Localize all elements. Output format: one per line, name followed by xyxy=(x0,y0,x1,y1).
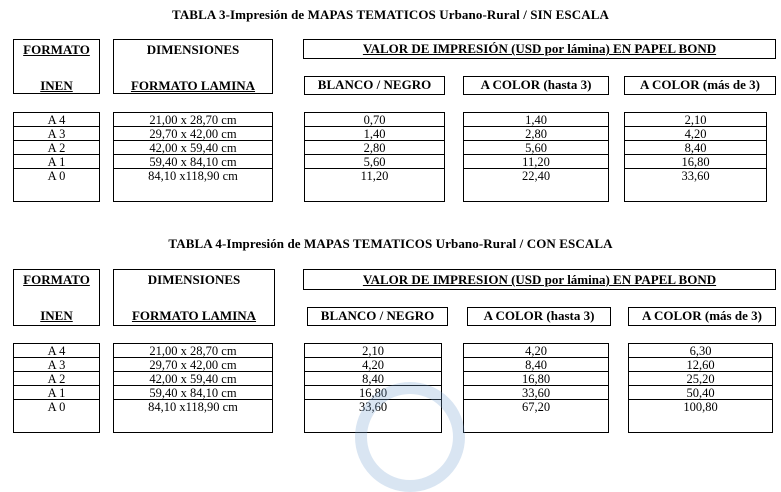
table-3-cell-color-hasta-3: 1,40 xyxy=(464,113,608,127)
table-3-cell-color-mas-de-3: 4,20 xyxy=(625,127,766,141)
table-3-cell-formato: A 2 xyxy=(14,141,99,155)
table-3-cell-bn: 0,70 xyxy=(305,113,444,127)
table-3-col-color-mas-de-3 xyxy=(624,112,767,202)
table-3-cell-dimensiones: 29,70 x 42,00 cm xyxy=(114,127,272,141)
table-3-header-bn: BLANCO / NEGRO xyxy=(304,76,445,95)
table-4-header-valor xyxy=(303,269,776,290)
table-3-header-dimensiones-line2: FORMATO LAMINA xyxy=(130,78,256,93)
table-4-cell-dimensiones: 29,70 x 42,00 cm xyxy=(114,358,272,372)
table-4-header-bn: BLANCO / NEGRO xyxy=(307,307,448,326)
table-4-cell-bn: 16,80 xyxy=(305,386,441,400)
table-4-header-dimensiones-line2: FORMATO LAMINA xyxy=(131,308,257,323)
table-3-cell-bn: 11,20 xyxy=(360,169,389,183)
table-4-header-formato-line2: INEN xyxy=(40,308,73,323)
table-4-cell-formato: A 2 xyxy=(14,372,99,386)
table-4-header-color-mas-de-3: A COLOR (más de 3) xyxy=(628,307,776,326)
table-4-cell-formato: A 1 xyxy=(14,386,99,400)
table-3-cell-formato: A 0 xyxy=(47,169,66,183)
table-3-cell-dimensiones: 42,00 x 59,40 cm xyxy=(114,141,272,155)
table-4-cell-formato: A 3 xyxy=(14,358,99,372)
table-3-cell-color-mas-de-3: 16,80 xyxy=(625,155,766,169)
table-3-title: TABLA 3-Impresión de MAPAS TEMATICOS Urbano-Rural / SIN ESCALA xyxy=(172,7,609,22)
table-4-header-color-hasta-3: A COLOR (hasta 3) xyxy=(467,307,611,326)
table-3-col-dimensiones xyxy=(113,112,273,202)
table-3-cell-color-hasta-3: 5,60 xyxy=(464,141,608,155)
table-3-header-dimensiones-line1: DIMENSIONES xyxy=(146,42,240,57)
table-4-cell-color-mas-de-3: 12,60 xyxy=(629,358,772,372)
table-3-col-formato xyxy=(13,112,100,202)
table-4-header-formato xyxy=(13,269,100,326)
table-4-cell-formato: A 4 xyxy=(14,344,99,358)
table-4-cell-color-hasta-3: 16,80 xyxy=(464,372,608,386)
table-3-header-formato xyxy=(13,39,100,94)
table-4-col-bn xyxy=(304,343,442,433)
table-3-cell-color-mas-de-3: 2,10 xyxy=(625,113,766,127)
table-3-header-formato-line1: FORMATO xyxy=(23,42,90,57)
table-4-cell-bn: 33,60 xyxy=(358,400,388,414)
table-3-cell-bn: 5,60 xyxy=(305,155,444,169)
table-3-cell-bn: 1,40 xyxy=(305,127,444,141)
table-4-title: TABLA 4-Impresión de MAPAS TEMATICOS Urbano-Rural / CON ESCALA xyxy=(168,236,613,251)
table-4-cell-dimensiones: 84,10 x118,90 cm xyxy=(148,400,238,414)
table-3-cell-formato: A 4 xyxy=(14,113,99,127)
table-4-header-dimensiones xyxy=(113,269,275,326)
table-4-cell-bn: 4,20 xyxy=(305,358,441,372)
table-4-cell-color-hasta-3: 8,40 xyxy=(464,358,608,372)
table-3-header-dimensiones xyxy=(113,39,273,94)
table-4-col-color-hasta-3 xyxy=(463,343,609,433)
table-3-header-color-hasta-3: A COLOR (hasta 3) xyxy=(463,76,609,95)
table-4-col-dimensiones xyxy=(113,343,273,433)
table-3-header-color-mas-de-3: A COLOR (más de 3) xyxy=(624,76,776,95)
table-3-cell-color-hasta-3: 2,80 xyxy=(464,127,608,141)
table-3-cell-color-mas-de-3: 8,40 xyxy=(625,141,766,155)
table-4-cell-dimensiones: 59,40 x 84,10 cm xyxy=(114,386,272,400)
table-4-cell-color-mas-de-3: 50,40 xyxy=(629,386,772,400)
table-4-cell-dimensiones: 21,00 x 28,70 cm xyxy=(114,344,272,358)
table-3-cell-color-mas-de-3: 33,60 xyxy=(681,169,710,183)
table-4-cell-color-mas-de-3: 100,80 xyxy=(683,400,718,414)
table-4-cell-dimensiones: 42,00 x 59,40 cm xyxy=(114,372,272,386)
table-4-cell-color-hasta-3: 4,20 xyxy=(464,344,608,358)
table-3-cell-formato: A 1 xyxy=(14,155,99,169)
table-4-cell-color-mas-de-3: 6,30 xyxy=(629,344,772,358)
table-3-header-valor-label: VALOR DE IMPRESIÓN (USD por lámina) EN PAPEL BOND xyxy=(362,41,717,56)
table-4-col-color-mas-de-3 xyxy=(628,343,773,433)
table-3-cell-color-hasta-3: 22,40 xyxy=(521,169,551,183)
table-4-col-formato xyxy=(13,343,100,433)
table-3-cell-dimensiones: 84,10 x118,90 cm xyxy=(148,169,238,183)
table-4-header-formato-line1: FORMATO xyxy=(23,272,90,287)
table-3-cell-color-hasta-3: 11,20 xyxy=(464,155,608,169)
table-4-header-valor-label: VALOR DE IMPRESION (USD por lámina) EN PAPEL BOND xyxy=(362,272,717,287)
table-4-cell-bn: 2,10 xyxy=(305,344,441,358)
table-3-col-bn xyxy=(304,112,445,202)
table-4-cell-color-hasta-3: 33,60 xyxy=(464,386,608,400)
table-3-cell-dimensiones: 21,00 x 28,70 cm xyxy=(114,113,272,127)
table-3-cell-dimensiones: 59,40 x 84,10 cm xyxy=(114,155,272,169)
table-3-col-color-hasta-3 xyxy=(463,112,609,202)
table-4-header-dimensiones-line1: DIMENSIONES xyxy=(147,272,241,287)
table-4-cell-color-mas-de-3: 25,20 xyxy=(629,372,772,386)
table-3-cell-bn: 2,80 xyxy=(305,141,444,155)
table-4-cell-formato: A 0 xyxy=(47,400,66,414)
table-3-header-formato-line2: INEN xyxy=(40,78,73,93)
table-3-cell-formato: A 3 xyxy=(14,127,99,141)
table-3-header-valor xyxy=(303,39,776,59)
table-4-cell-color-hasta-3: 67,20 xyxy=(521,400,551,414)
table-4-cell-bn: 8,40 xyxy=(305,372,441,386)
